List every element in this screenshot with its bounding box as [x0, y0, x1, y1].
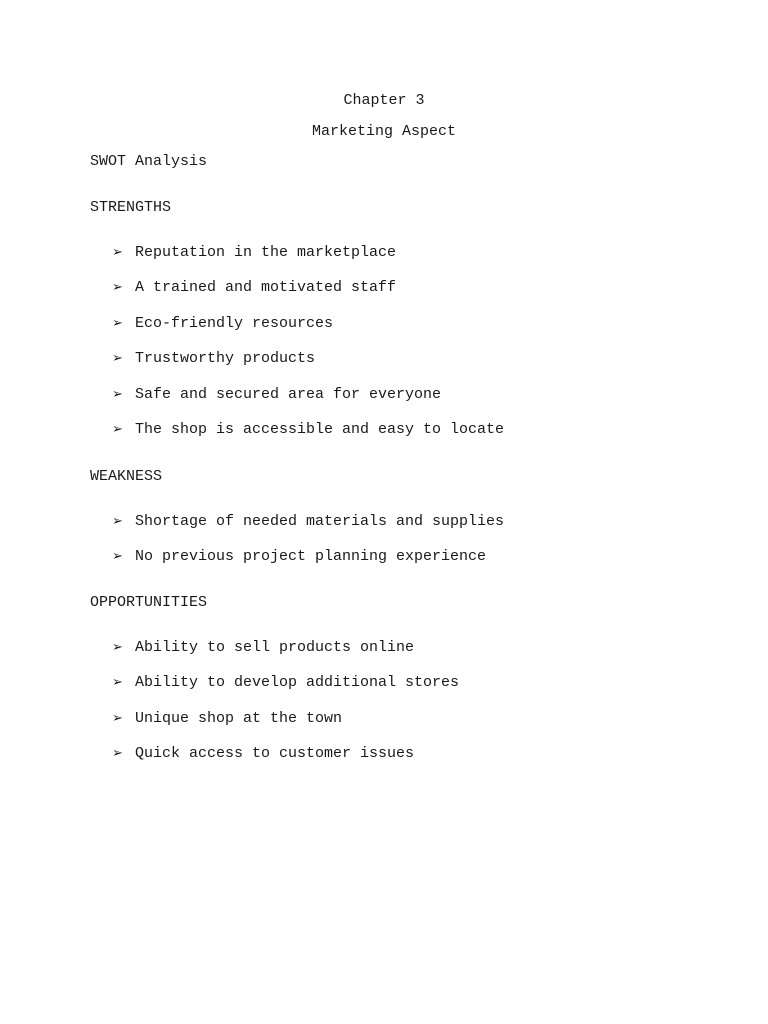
list-item: [112, 279, 396, 297]
arrow-bullet-icon: ➢: [112, 351, 123, 366]
weakness-heading: WEAKNESS: [90, 468, 163, 485]
list-item: [112, 745, 414, 763]
list-item: [112, 421, 504, 439]
list-item-text: Safe and secured area for everyone: [135, 386, 442, 403]
strengths-heading: STRENGTHS: [90, 199, 172, 216]
list-item: [112, 315, 333, 333]
arrow-bullet-icon: ➢: [112, 387, 123, 402]
arrow-bullet-icon: ➢: [112, 640, 123, 655]
chapter-subtitle: Marketing Aspect: [311, 123, 457, 140]
arrow-bullet-icon: ➢: [112, 549, 123, 564]
list-item-text: No previous project planning experience: [135, 548, 487, 565]
list-item: [112, 513, 504, 531]
arrow-bullet-icon: ➢: [112, 280, 123, 295]
arrow-bullet-icon: ➢: [112, 675, 123, 690]
list-item: [112, 674, 459, 692]
chapter-title: Chapter 3: [343, 92, 425, 109]
list-item: [112, 350, 315, 368]
list-item-text: Trustworthy products: [135, 350, 316, 367]
arrow-bullet-icon: ➢: [112, 422, 123, 437]
list-item-text: Reputation in the marketplace: [135, 244, 397, 261]
arrow-bullet-icon: ➢: [112, 711, 123, 726]
list-item: [112, 639, 414, 657]
list-item: [112, 710, 342, 728]
opportunities-heading: OPPORTUNITIES: [90, 594, 208, 611]
arrow-bullet-icon: ➢: [112, 245, 123, 260]
list-item-text: Shortage of needed materials and supplies: [135, 513, 505, 530]
list-item-text: Unique shop at the town: [135, 710, 343, 727]
arrow-bullet-icon: ➢: [112, 514, 123, 529]
list-item-text: Eco-friendly resources: [135, 315, 334, 332]
list-item: [112, 244, 396, 262]
arrow-bullet-icon: ➢: [112, 746, 123, 761]
list-item-text: Quick access to customer issues: [135, 745, 415, 762]
list-item-text: A trained and motivated staff: [135, 279, 397, 296]
list-item: [112, 548, 486, 566]
section-title: SWOT Analysis: [90, 153, 208, 170]
list-item: [112, 386, 441, 404]
arrow-bullet-icon: ➢: [112, 316, 123, 331]
list-item-text: The shop is accessible and easy to locate: [135, 421, 505, 438]
list-item-text: Ability to develop additional stores: [135, 674, 460, 691]
list-item-text: Ability to sell products online: [135, 639, 415, 656]
